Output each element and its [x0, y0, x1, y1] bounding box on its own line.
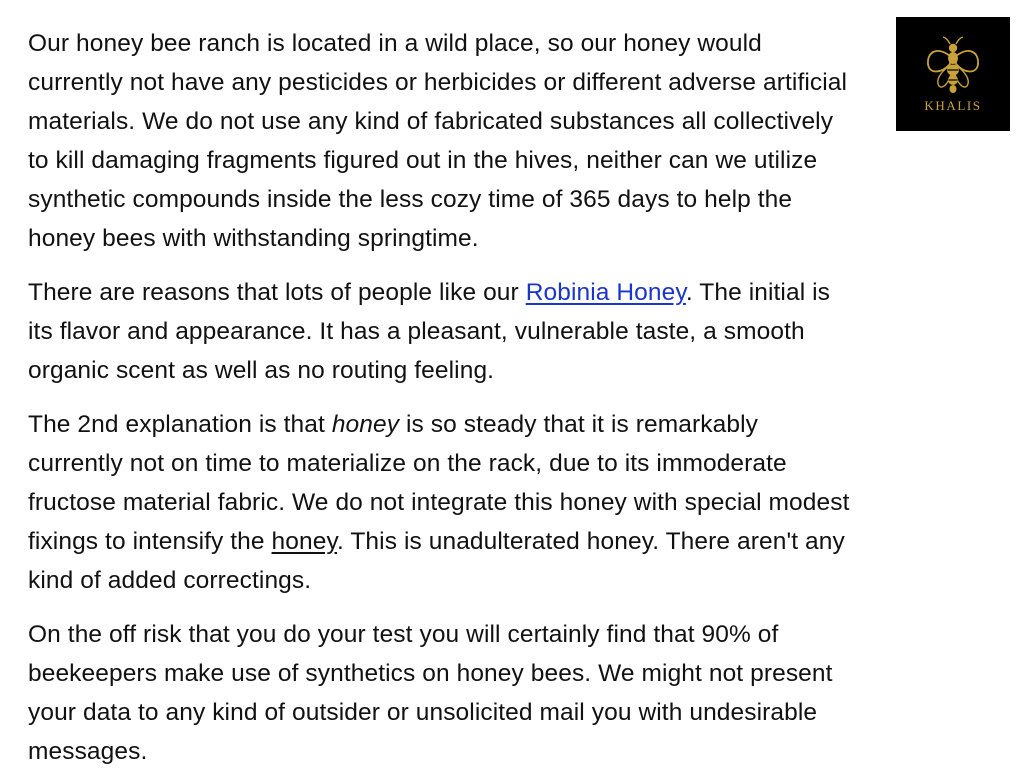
khalis-wordmark — [913, 96, 993, 114]
paragraph-2-text-end: . The initial is its flavor and appearance. It has a pleasant, vulnerable taste, a smooth organic scent as well as no routing feeling. — [28, 279, 831, 384]
paragraph-3-text-end: . This is unadulterated honey. There aren't any kind of added correctings. — [28, 528, 845, 594]
honey-link[interactable]: honey — [271, 528, 337, 555]
paragraph-1: Our honey bee ranch is located in a wild place, so our honey would currently not have any pesticides or herbicides or different adverse artificial materials. We do not use any kind of fabricated substances all collectively to kill damaging fragments figured out in the hives, neither can we utilize synthetic compounds inside the less cozy time of 365 days to help the honey bees with withstanding springtime. — [28, 30, 848, 252]
brand-name: KHALIS — [924, 98, 982, 113]
paragraph-3-text-start: The 2nd explanation is that — [28, 411, 332, 438]
paragraph-3-text-middle: is so steady that it is remarkably currently not on time to materialize on the rack, due to its immoderate fructose material fabric. We do not integrate this honey with special modest fixings to intensify the — [28, 411, 850, 555]
khalis-logo — [896, 17, 1010, 131]
honey-emphasis: honey — [331, 411, 400, 438]
bee-icon — [923, 34, 983, 96]
paragraph-2 — [28, 273, 858, 390]
paragraph-3 — [28, 405, 858, 600]
article-body — [28, 24, 858, 768]
paragraph-4: On the off risk that you do your test you will certainly find that 90% of beekeepers make use of synthetics on honey bees. We might not present your data to any kind of outsider or unsolicited mail you with undesirable messages. — [28, 621, 833, 765]
robinia-honey-link[interactable]: Robinia Honey — [525, 279, 686, 306]
paragraph-2-text-start: There are reasons that lots of people like our — [28, 279, 526, 306]
